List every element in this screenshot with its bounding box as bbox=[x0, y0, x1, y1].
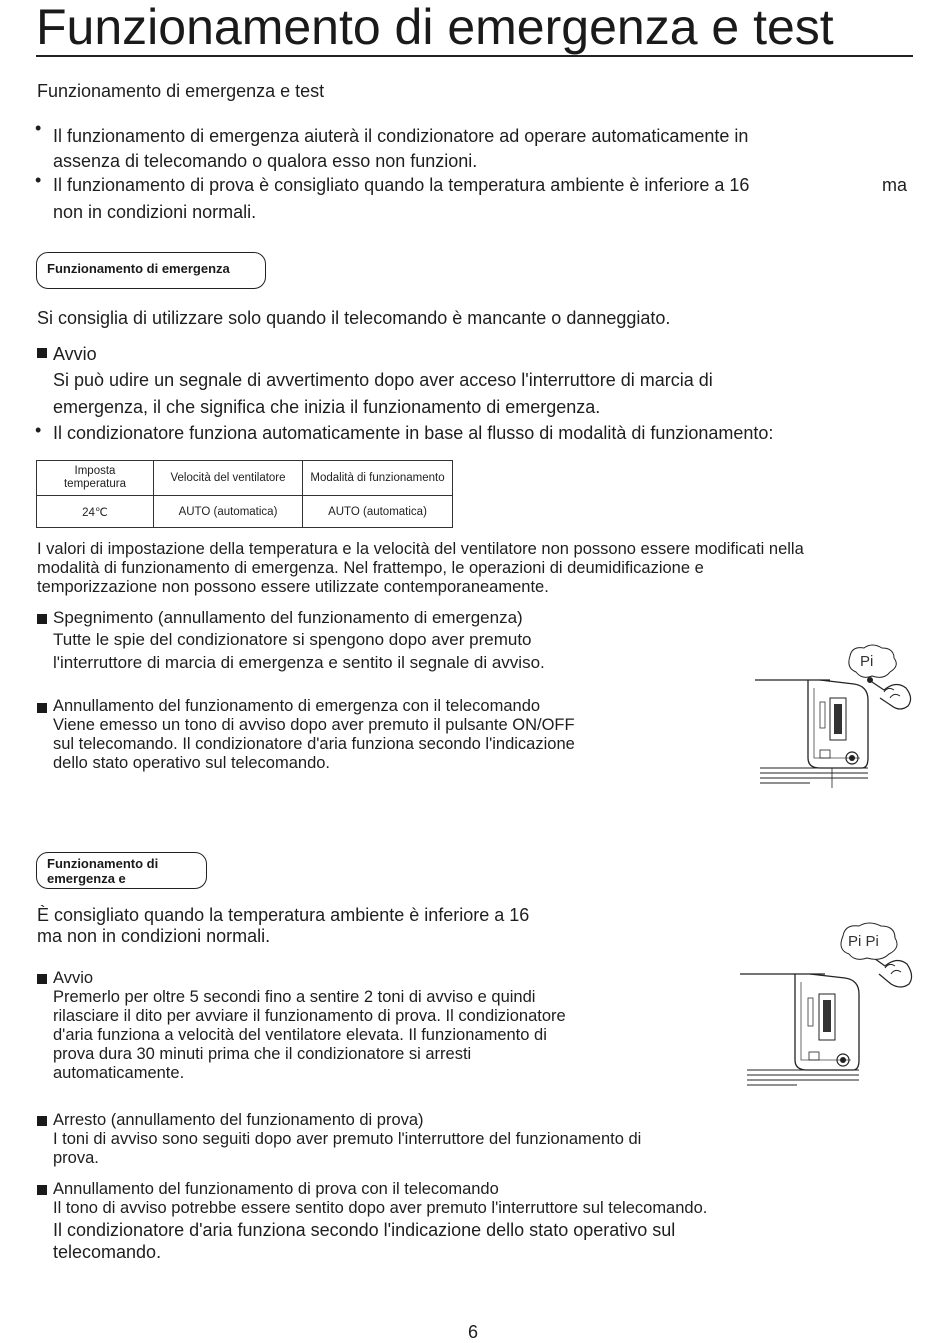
indoor-unit-hand-icon bbox=[735, 922, 920, 1094]
bullet-dot: • bbox=[35, 118, 42, 138]
square-bullet-icon bbox=[37, 703, 47, 713]
intro-bullet-2-line-2: non in condizioni normali. bbox=[53, 202, 257, 222]
test-cancel-line-3: telecomando. bbox=[53, 1242, 162, 1262]
emergency-cancel-heading: Annullamento del funzionamento di emergenza con il telecomando bbox=[53, 697, 541, 715]
intro-bullet-2-tail: ma bbox=[882, 175, 908, 195]
intro-bullet-2-line-1: Il funzionamento di prova è consigliato quando la temperatura ambiente è inferiore a 16 bbox=[53, 175, 750, 195]
table-cell: AUTO (automatica) bbox=[303, 496, 453, 528]
emergency-note-line-3: temporizzazione non possono essere utilizzate contemporaneamente. bbox=[37, 578, 549, 596]
test-start-line-2: rilasciare il dito per avviare il funzionamento di prova. Il condizionatore bbox=[53, 1007, 566, 1025]
page-title: Funzionamento di emergenza e test bbox=[36, 0, 834, 55]
beep-bubble-text: Pi bbox=[860, 653, 874, 670]
emergency-settings-table bbox=[36, 460, 453, 528]
emergency-off-line-1: Tutte le spie del condizionatore si spengono dopo aver premuto bbox=[53, 630, 532, 649]
page-number: 6 bbox=[468, 1322, 479, 1342]
section-label-emergency bbox=[36, 252, 266, 289]
test-start-line-4: prova dura 30 minuti prima che il condizionatore si arresti bbox=[53, 1045, 472, 1063]
intro-heading: Funzionamento di emergenza e test bbox=[37, 81, 325, 101]
unit-press-illustration bbox=[750, 640, 920, 795]
emergency-note-line-2: modalità di funzionamento di emergenza. Nel frattempo, le operazioni di deumidificazione e bbox=[37, 559, 704, 577]
test-stop-heading: Arresto (annullamento del funzionamento di prova) bbox=[53, 1111, 424, 1129]
test-cancel-heading: Annullamento del funzionamento di prova con il telecomando bbox=[53, 1180, 499, 1198]
intro-bullet-1-line-1: Il funzionamento di emergenza aiuterà il condizionatore ad operare automaticamente in bbox=[53, 126, 749, 146]
test-start-line-3: d'aria funziona a velocità del ventilatore elevata. Il funzionamento di bbox=[53, 1026, 547, 1044]
test-cancel-line-2: Il condizionatore d'aria funziona secondo l'indicazione dello stato operativo sul bbox=[53, 1220, 676, 1240]
emergency-start-line-2: emergenza, il che significa che inizia il funzionamento di emergenza. bbox=[53, 397, 601, 417]
bullet-dot: • bbox=[35, 170, 42, 190]
test-stop-line-1: I toni di avviso sono seguiti dopo aver premuto l'interruttore del funzionamento di bbox=[53, 1130, 642, 1148]
table-header-text: temperatura bbox=[63, 478, 126, 490]
square-bullet-icon bbox=[37, 1185, 47, 1195]
table-header-cell bbox=[37, 461, 154, 496]
test-start-line-1: Premerlo per oltre 5 secondi fino a sentire 2 toni di avviso e quindi bbox=[53, 988, 536, 1006]
emergency-off-line-2: l'interruttore di marcia di emergenza e sentito il segnale di avviso. bbox=[53, 653, 545, 672]
emergency-cancel-line-3: dello stato operativo sul telecomando. bbox=[53, 754, 331, 772]
section-label-test bbox=[36, 852, 207, 889]
indoor-unit-hand-icon bbox=[750, 640, 920, 795]
table-header-row bbox=[37, 461, 453, 496]
table-header-text: Imposta bbox=[74, 465, 116, 477]
table-row bbox=[37, 496, 453, 528]
section-label-text: Funzionamento di bbox=[47, 856, 159, 871]
table-cell: 24℃ bbox=[37, 496, 154, 528]
emergency-start-heading: Avvio bbox=[53, 344, 97, 364]
table-header-cell: Modalità di funzionamento bbox=[303, 461, 453, 496]
test-advice-line-1: È consigliato quando la temperatura ambiente è inferiore a 16 bbox=[37, 905, 530, 925]
square-bullet-icon bbox=[37, 1116, 47, 1126]
emergency-mode-bullet: Il condizionatore funziona automaticamente in base al flusso di modalità di funzionamento: bbox=[53, 423, 774, 443]
section-label-text: emergenza e bbox=[47, 871, 126, 886]
square-bullet-icon bbox=[37, 974, 47, 984]
emergency-start-line-1: Si può udire un segnale di avvertimento dopo aver acceso l'interruttore di marcia di bbox=[53, 370, 713, 390]
square-bullet-icon bbox=[37, 614, 47, 624]
emergency-cancel-line-2: sul telecomando. Il condizionatore d'aria funziona secondo l'indicazione bbox=[53, 735, 575, 753]
beep-bubble-text: Pi Pi bbox=[848, 933, 879, 950]
emergency-note-line-1: I valori di impostazione della temperatura e la velocità del ventilatore non possono essere modificati nella bbox=[37, 540, 804, 558]
unit-press-illustration-test bbox=[735, 922, 920, 1094]
emergency-advice: Si consiglia di utilizzare solo quando il telecomando è mancante o danneggiato. bbox=[37, 308, 671, 328]
square-bullet-icon bbox=[37, 348, 47, 358]
bullet-dot: • bbox=[35, 420, 42, 440]
test-cancel-line-1: Il tono di avviso potrebbe essere sentito dopo aver premuto l'interruttore sul telecomando. bbox=[53, 1199, 708, 1217]
section-label-text: Funzionamento di emergenza bbox=[47, 261, 230, 276]
test-advice-line-2: ma non in condizioni normali. bbox=[37, 926, 271, 946]
title-divider bbox=[36, 55, 913, 57]
table-cell: AUTO (automatica) bbox=[154, 496, 303, 528]
test-start-heading: Avvio bbox=[53, 969, 94, 987]
emergency-off-heading: Spegnimento (annullamento del funzionamento di emergenza) bbox=[53, 608, 523, 627]
test-stop-line-2: prova. bbox=[53, 1149, 99, 1167]
test-start-line-5: automaticamente. bbox=[53, 1064, 185, 1082]
emergency-cancel-line-1: Viene emesso un tono di avviso dopo aver premuto il pulsante ON/OFF bbox=[53, 716, 575, 734]
table-header-cell: Velocità del ventilatore bbox=[154, 461, 303, 496]
intro-bullet-1-line-2: assenza di telecomando o qualora esso non funzioni. bbox=[53, 151, 478, 171]
